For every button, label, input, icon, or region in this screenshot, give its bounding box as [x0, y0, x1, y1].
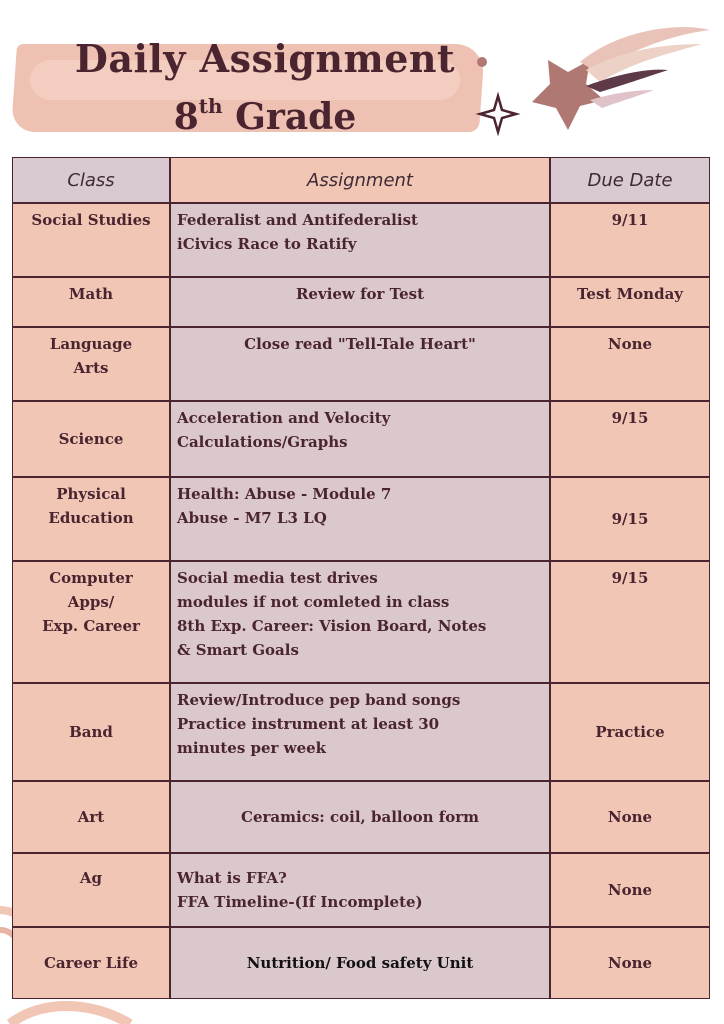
class-line: Computer: [49, 569, 133, 587]
row-social-studies-assignment: [170, 203, 550, 277]
row-ag-due: None: [550, 853, 710, 927]
row-physical-education-due: 9/15: [550, 477, 710, 561]
assignment-line: Review/Introduce pep band songs: [177, 691, 461, 709]
assignment-line: Practice instrument at least 30: [177, 715, 440, 733]
assignment-line: Acceleration and Velocity: [177, 409, 391, 427]
row-science-due: 9/15: [550, 401, 710, 477]
row-computer-apps-class: [12, 561, 170, 683]
row-language-arts-class: [12, 327, 170, 401]
assignment-table: [12, 157, 710, 999]
row-art-class: Art: [12, 781, 170, 853]
class-line: Education: [48, 509, 134, 527]
class-line: Exp. Career: [42, 617, 140, 635]
assignment-line: Social media test drives: [177, 569, 378, 587]
row-band-class: Band: [12, 683, 170, 781]
assignment-line: Abuse - M7 L3 LQ: [177, 509, 327, 527]
row-language-arts-due: None: [550, 327, 710, 401]
row-computer-apps-assignment: [170, 561, 550, 683]
row-science-assignment: [170, 401, 550, 477]
grade-word: Grade: [235, 96, 357, 138]
class-line: Apps/: [67, 593, 115, 611]
row-band-due: Practice: [550, 683, 710, 781]
row-science-class: Science: [12, 401, 170, 477]
row-physical-education-assignment: [170, 477, 550, 561]
grade-suffix: th: [198, 94, 223, 118]
row-math-class: Math: [12, 277, 170, 327]
row-career-life-due: None: [550, 927, 710, 999]
page-title: Daily Assignment: [74, 36, 456, 81]
row-math-due: Test Monday: [550, 277, 710, 327]
row-physical-education-class: [12, 477, 170, 561]
assignment-line: 8th Exp. Career: Vision Board, Notes: [177, 617, 487, 635]
row-band-assignment: [170, 683, 550, 781]
class-line: Physical: [56, 485, 126, 503]
assignment-line: Calculations/Graphs: [177, 433, 348, 451]
assignment-line: Federalist and Antifederalist: [177, 211, 418, 229]
row-math-assignment: Review for Test: [170, 277, 550, 327]
assignment-line: What is FFA?: [177, 869, 287, 887]
row-career-life-class: Career Life: [12, 927, 170, 999]
assignment-line: modules if not comleted in class: [177, 593, 450, 611]
grade-number: 8: [173, 96, 199, 138]
row-career-life-assignment: Nutrition/ Food safety Unit: [170, 927, 550, 999]
class-line: Arts: [73, 359, 109, 377]
shooting-star-icon: [468, 18, 718, 138]
row-art-assignment: Ceramics: coil, balloon form: [170, 781, 550, 853]
assignment-line: iCivics Race to Ratify: [177, 235, 357, 253]
assignment-line: & Smart Goals: [177, 641, 299, 659]
class-line: Language: [49, 335, 133, 353]
page-subtitle: [0, 94, 530, 138]
assignment-line: Health: Abuse - Module 7: [177, 485, 392, 503]
row-computer-apps-due: 9/15: [550, 561, 710, 683]
column-header-class: Class: [12, 157, 170, 203]
row-language-arts-assignment: Close read "Tell-Tale Heart": [170, 327, 550, 401]
assignment-line: minutes per week: [177, 739, 327, 757]
column-header-due-date: Due Date: [550, 157, 710, 203]
row-ag-assignment: [170, 853, 550, 927]
assignment-line: FFA Timeline-(If Incomplete): [177, 893, 423, 911]
row-social-studies-due: 9/11: [550, 203, 710, 277]
row-ag-class: Ag: [12, 853, 170, 927]
row-social-studies-class: Social Studies: [12, 203, 170, 277]
row-art-due: None: [550, 781, 710, 853]
column-header-assignment: Assignment: [170, 157, 550, 203]
